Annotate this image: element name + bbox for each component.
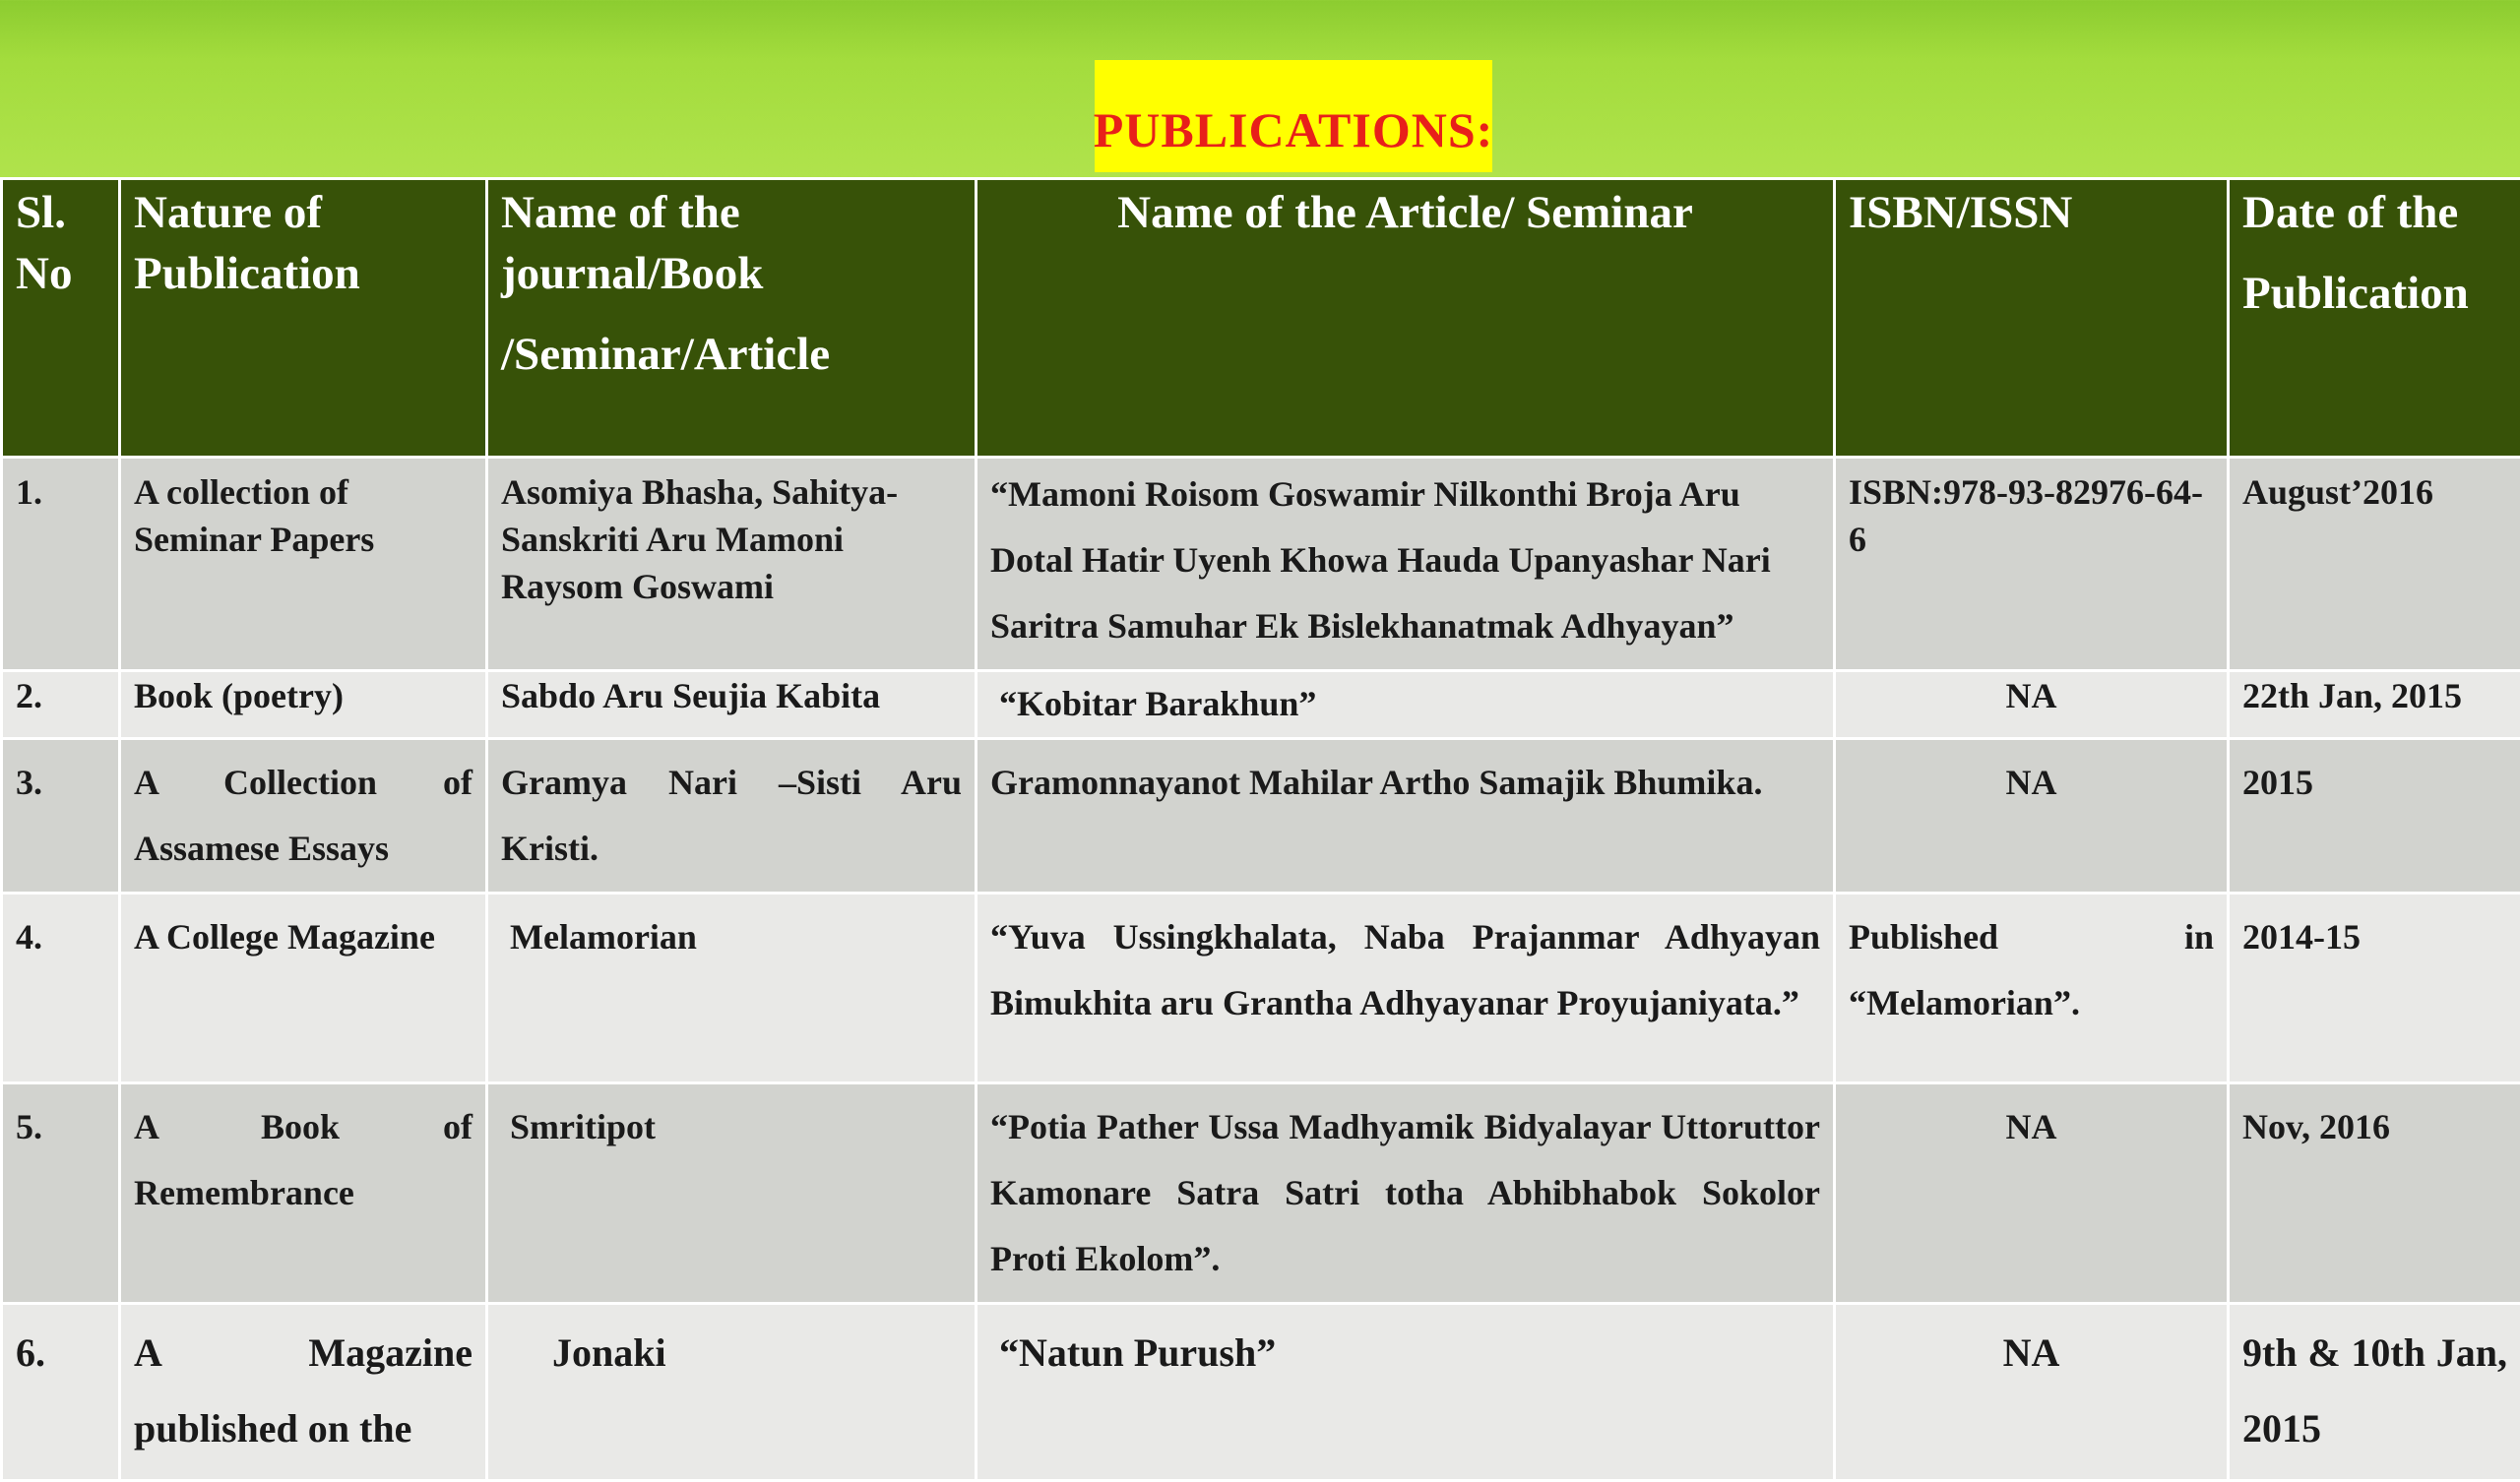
cell-isbn: NA [1835, 739, 2229, 894]
cell-article: “Kobitar Barakhun” [976, 671, 1835, 739]
cell-isbn: ISBN:978-93-82976-64-6 [1835, 458, 2229, 671]
cell-journal: Sabdo Aru Seujia Kabita [487, 671, 976, 739]
cell-journal: Melamorian [487, 894, 976, 1083]
cell-date: 2015 [2229, 739, 2520, 894]
cell-isbn: NA [1835, 671, 2229, 739]
header-row [2, 179, 2520, 458]
cell-nature: A Book of Remembrance [120, 1083, 487, 1304]
cell-nature: A Collection of Assamese Essays [120, 739, 487, 894]
cell-journal: Gramya Nari –Sisti Aru Kristi. [487, 739, 976, 894]
cell-isbn: NA [1835, 1083, 2229, 1304]
cell-sl: 4. [2, 894, 120, 1083]
table-row [2, 894, 2520, 1083]
cell-date: 22th Jan, 2015 [2229, 671, 2520, 739]
cell-isbn: Published in “Melamorian”. [1835, 894, 2229, 1083]
page-title: PUBLICATIONS: [1094, 101, 1494, 158]
title-banner [1095, 60, 1492, 172]
header-sl-no: Sl. No [2, 179, 120, 458]
cell-journal: Asomiya Bhasha, Sahitya-Sanskriti Aru Mamoni Raysom Goswami [487, 458, 976, 671]
header-nature: Nature of Publication [120, 179, 487, 458]
cell-date: August’2016 [2229, 458, 2520, 671]
table-row [2, 458, 2520, 671]
table-row [2, 1083, 2520, 1304]
cell-sl: 6. [2, 1304, 120, 1481]
cell-sl: 5. [2, 1083, 120, 1304]
cell-date: Nov, 2016 [2229, 1083, 2520, 1304]
cell-date: 2014-15 [2229, 894, 2520, 1083]
cell-date: 9th & 10th Jan, 2015 [2229, 1304, 2520, 1481]
cell-sl: 3. [2, 739, 120, 894]
cell-sl: 1. [2, 458, 120, 671]
table-row [2, 671, 2520, 739]
publications-table [0, 177, 2520, 1482]
cell-sl: 2. [2, 671, 120, 739]
header-date: Date of the Publication [2229, 179, 2520, 458]
cell-journal: Jonaki [487, 1304, 976, 1481]
cell-article: “Yuva Ussingkhalata, Naba Prajanmar Adhyayan Bimukhita aru Grantha Adhyayanar Proyujaniyata.” [976, 894, 1835, 1083]
table-row [2, 1304, 2520, 1481]
header-journal: Name of the journal/Book /Seminar/Article [487, 179, 976, 458]
cell-nature: A College Magazine [120, 894, 487, 1083]
header-isbn: ISBN/ISSN [1835, 179, 2229, 458]
cell-article: Gramonnayanot Mahilar Artho Samajik Bhumika. [976, 739, 1835, 894]
cell-article: “Natun Purush” [976, 1304, 1835, 1481]
header-article: Name of the Article/ Seminar [976, 179, 1835, 458]
cell-nature: Book (poetry) [120, 671, 487, 739]
cell-article: “Mamoni Roisom Goswamir Nilkonthi Broja Aru Dotal Hatir Uyenh Khowa Hauda Upanyashar Nari Saritra Samuhar Ek Bislekhanatmak Adhyayan” [976, 458, 1835, 671]
cell-article: “Potia Pather Ussa Madhyamik Bidyalayar Uttoruttor Kamonare Satra Satri totha Abhibhabok Sokolor Proti Ekolom”. [976, 1083, 1835, 1304]
cell-nature: A collection of Seminar Papers [120, 458, 487, 671]
cell-nature: A Magazine published on the [120, 1304, 487, 1481]
cell-journal: Smritipot [487, 1083, 976, 1304]
table-row [2, 739, 2520, 894]
cell-isbn: NA [1835, 1304, 2229, 1481]
